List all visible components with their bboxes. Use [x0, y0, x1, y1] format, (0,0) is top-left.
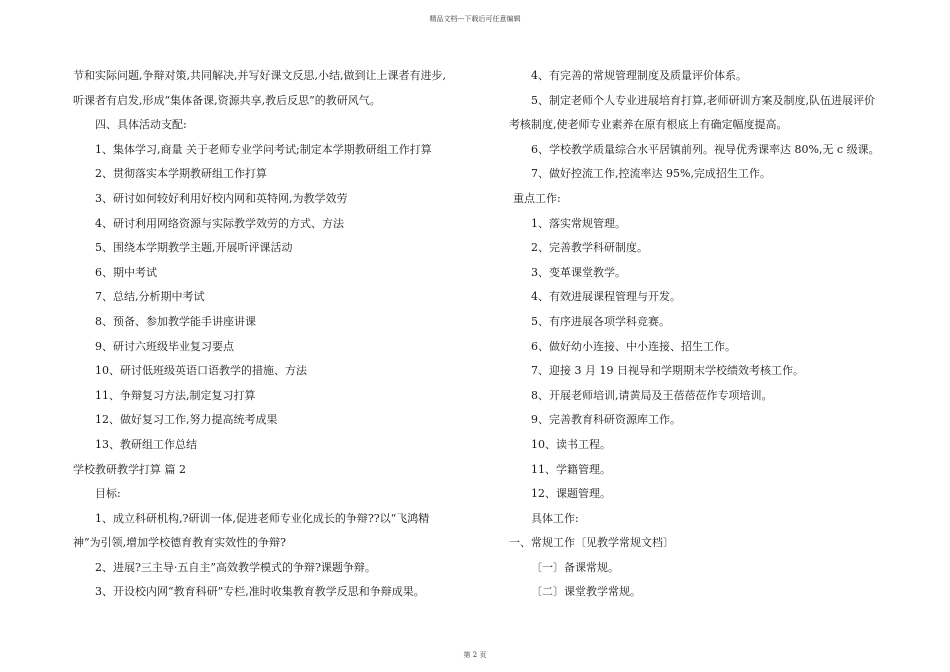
left-paragraph-line: 12、做好复习工作,努力提高统考成果 — [95, 413, 278, 427]
right-paragraph-line: 3、变革课堂教学。 — [531, 265, 626, 279]
page-footer: 第 2 页 — [463, 651, 487, 659]
left-paragraph-line: 6、期中考试 — [95, 265, 157, 279]
right-paragraph-line: 〔一〕备课常规。 — [531, 560, 619, 574]
right-paragraph-line: 5、有序进展各项学科竞赛。 — [531, 314, 670, 328]
right-paragraph-line: 重点工作: — [513, 191, 561, 205]
left-paragraph-line: 11、争辩复习方法,制定复习打算 — [95, 388, 256, 402]
left-paragraph-line: 2、进展?三主导·五自主”高效教学模式的争辩?课题争辩。 — [95, 560, 376, 574]
right-paragraph-line: 4、有效进展课程管理与开发。 — [531, 290, 681, 304]
right-paragraph-line: 一、常规工作〔见教学常规文档〕 — [509, 536, 674, 550]
right-paragraph-line: 7、做好控流工作,控流率达 95%,完成招生工作。 — [531, 167, 771, 181]
right-paragraph-line: 8、开展老师培训,请黄局及王蓓蓓莅作专项培训。 — [531, 388, 773, 402]
right-paragraph-line: 具体工作: — [531, 511, 579, 525]
right-paragraph-line: 9、完善教育科研资源库工作。 — [531, 413, 681, 427]
left-paragraph-line: 目标: — [95, 487, 121, 501]
left-paragraph-line: 神”为引领,增加学校德育教育实效性的争辩? — [73, 536, 287, 550]
right-paragraph-line: 2、完善教学科研制度。 — [531, 241, 648, 255]
right-paragraph-line: 4、有完善的常规管理制度及质量评价体系。 — [531, 69, 747, 82]
left-paragraph-line: 9、研讨六班级毕业复习要点 — [95, 339, 234, 353]
left-paragraph-line: 3、研讨如何较好利用好校内网和英特网,为教学效劳 — [95, 191, 348, 205]
left-paragraph-line: 4、研讨利用网络资源与实际教学效劳的方式、方法 — [95, 216, 344, 230]
right-paragraph-line: 10、读书工程。 — [531, 437, 611, 451]
right-paragraph-line: 6、做好幼小连接、中小连接、招生工作。 — [531, 339, 736, 353]
left-paragraph-line: 2、贯彻落实本学期教研组工作打算 — [95, 167, 267, 181]
left-column — [73, 64, 473, 605]
left-paragraph-line: 听课者有启发,形成“集体备课,资源共享,教后反思”的教研风气。 — [73, 93, 381, 107]
left-paragraph-line: 3、开设校内网“教育科研”专栏,准时收集教育教学反思和争辩成果。 — [95, 585, 425, 599]
right-paragraph-line: 1、落实常规管理。 — [531, 216, 626, 230]
right-paragraph-line: 5、制定老师个人专业进展培育打算,老师研训方案及制度,队伍进展评价 — [531, 93, 875, 107]
right-paragraph-line: 〔二〕课堂教学常规。 — [531, 585, 641, 599]
right-paragraph-line: 11、学籍管理。 — [531, 462, 611, 476]
left-paragraph-line: 7、总结,分析期中考试 — [95, 290, 205, 304]
left-paragraph-line: 1、成立科研机构,?研训一体,促进老师专业化成长的争辩??以“飞鸿精 — [95, 511, 430, 525]
left-paragraph-line: 10、研讨低班级英语口语教学的措施、方法 — [95, 364, 307, 378]
left-paragraph-line: 节和实际问题,争辩对策,共同解决,并写好课文反思,小结,做到让上课者有进步, — [73, 69, 446, 82]
left-paragraph-line: 13、教研组工作总结 — [95, 437, 197, 451]
page-header: 精品文档---下载后可任意编辑 — [429, 15, 521, 23]
right-paragraph-line: 7、迎接 3 月 19 日视导和学期期末学校绩效考核工作。 — [531, 364, 804, 378]
left-paragraph-line: 8、预备、参加教学能手讲座讲课 — [95, 314, 256, 328]
left-paragraph-line: 四、具体活动支配: — [95, 118, 187, 132]
right-paragraph-line: 12、课题管理。 — [531, 487, 611, 501]
right-paragraph-line: 6、学校教学质量综合水平居镇前列。视导优秀课率达 80%,无 c 级课。 — [531, 142, 880, 156]
left-paragraph-line: 学校教研教学打算 篇 2 — [73, 462, 186, 476]
right-paragraph-line: 考核制度,使老师专业素养在原有根底上有确定幅度提高。 — [509, 118, 788, 132]
left-paragraph-line: 1、集体学习,商量 关于老师专业学问考试;制定本学期教研组工作打算 — [95, 142, 432, 156]
right-column — [509, 64, 889, 605]
left-paragraph-line: 5、围绕本学期教学主题,开展听评课活动 — [95, 241, 293, 255]
